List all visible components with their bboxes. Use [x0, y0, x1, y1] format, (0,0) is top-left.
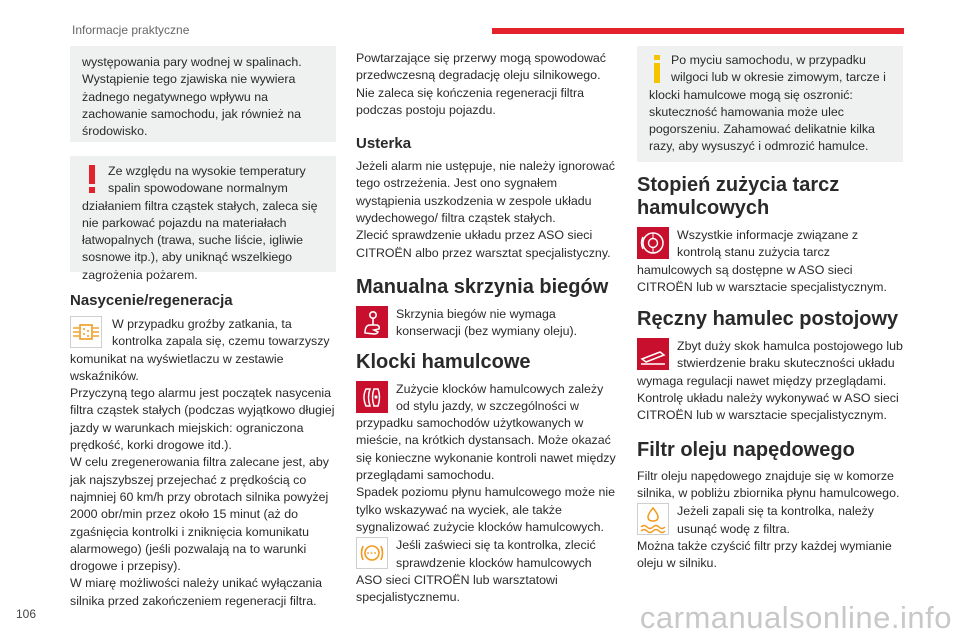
- saturation-para-2: Przyczyną tego alarmu jest początek nasycenia filtra cząstek stałych (podczas wyjątkowo długiej jazdy w warunkach miejskich: ograniczona prędkość, korki drogowe itd.).: [70, 386, 335, 453]
- fault-para-1: Jeżeli alarm nie ustępuje, nie należy ignorować tego ostrzeżenia. Jest ono sygnałem wystąpienia uszkodzenia w zespole układu wydechowego/ filtra cząstek stałych.: [356, 159, 615, 226]
- heading-brake-pads: Klocki hamulcowe: [356, 350, 531, 373]
- filter-para-2: Jeżeli zapali się ta kontrolka, należy usunąć wodę z filtra.: [677, 504, 874, 536]
- brake-disc-icon: [637, 227, 673, 259]
- column-3: [637, 46, 903, 572]
- gearbox-text: Skrzynia biegów nie wymaga konserwacji (bez wymiany oleju).: [396, 306, 578, 339]
- heading-diesel-filter: Filtr oleju napędowego: [637, 438, 855, 461]
- heading-gearbox: Manualna skrzynia biegów: [356, 275, 609, 298]
- gearbox-hand-icon: [356, 306, 392, 338]
- watermark: carmanualsonline.info: [639, 600, 952, 635]
- column-2: [356, 46, 618, 606]
- fault-para-2: Zlecić sprawdzenie układu przez ASO sieci CITROËN albo przez warsztat specjalistyczny.: [356, 228, 611, 260]
- frost-text: Po myciu samochodu, w przypadku wilgoci lub w okresie zimowym, tarcze i klocki hamulcowe mogą się oszronić: skuteczność hamowania może ulec pogorszeniu. Zahamować delikatnie kilka razy, aby wysuszyć i odmrozić hamulce.: [649, 53, 886, 154]
- filter-para-1: Filtr oleju napędowego znajduje się w komorze silnika, w pobliżu zbiornika płynu hamulcowego.: [637, 468, 900, 500]
- saturation-para-3: W celu zregenerowania filtra zalecane jest, aby jak najszybszej przejechać z prędkością co najmniej 60 km/h przy obrotach silnika powyżej 2000 obr/min przez około 15 minut (aż do zgaśnięcia kontrolki i zniknięcia komunikatu alarmowego) (jeśli pozwalają na to warunki drogowe i przepisy).: [70, 455, 329, 574]
- warning-text: Ze względu na wysokie temperatury spalin spowodowane normalnym działaniem filtra cząstek stałych, zaleca się nie parkować pojazdu na materiałach łatwopalnych (trawa, suche liście, igliwie sosnowe itp.), aby uniknąć wszelkiego zagrożenia pożarem.: [82, 164, 318, 282]
- heading-handbrake: Ręczny hamulec postojowy: [637, 308, 899, 331]
- discs-text: Wszystkie informacje związane z kontrolą stanu zużycia tarcz hamulcowych są dostępne w ASO sieci CITROËN lub w warsztacie specjalistycznym.: [637, 228, 887, 294]
- heading-disc-wear: Stopień zużycia tarcz hamulcowych: [637, 174, 840, 219]
- warning-box-fire: [70, 156, 336, 282]
- box-text: występowania pary wodnej w spalinach. Wystąpienie tego zjawiska nie wywiera żadnego negatywnego wpływu na zachowanie samochodu, jak również na środowisko.: [82, 55, 302, 139]
- water-in-fuel-icon: [637, 503, 673, 535]
- filter-para-3: Można także czyścić filtr przy każdej wymianie oleju w silniku.: [637, 538, 892, 571]
- info-box-steam: [70, 46, 336, 142]
- heading-fault: Usterka: [356, 135, 412, 153]
- handbrake-para-2: Kontrolę układu należy wykonywać w ASO sieci CITROËN lub w warsztacie specjalistycznym.: [637, 391, 899, 423]
- pads-para-1: Zużycie klocków hamulcowych zależy od stylu jazdy, w szczególności w przypadku samochodów użytkowanych w mieście, na krótkich dystansach. Może okazać się konieczne wykonanie kontroli nawet między przeglądami samochodu.: [356, 381, 616, 483]
- pads-para-2: Spadek poziomu płynu hamulcowego może nie tylko wskazywać na wyciek, ale także sygnalizować zużycie klocków hamulcowych.: [356, 485, 615, 534]
- info-box-frost: [637, 46, 903, 162]
- header-accent-bar: [492, 28, 904, 34]
- particle-filter-warning-icon: [70, 316, 108, 348]
- pads-para-3: Jeśli zaświeci się ta kontrolka, zlecić sprawdzenie klocków hamulcowych ASO sieci CITROËN lub warsztatowi specjalistycznemu.: [356, 538, 596, 605]
- exclamation-icon: [82, 163, 104, 193]
- saturation-para-4: W miarę możliwości należy unikać wyłączania silnika przed zakończeniem regeneracji filtra.: [70, 576, 323, 608]
- interruption-para: Powtarzające się przerwy mogą spowodować przedwczesną degradację oleju silnikowego. Nie zaleca się kończenia regeneracji filtra podczas postoju pojazdu.: [356, 51, 606, 117]
- brake-pad-warning-icon: [356, 537, 392, 569]
- handbrake-lever-icon: [637, 338, 673, 370]
- page-number: 106: [16, 607, 37, 621]
- handbrake-para-1: Zbyt duży skok hamulca postojowego lub stwierdzenie braku skuteczności układu wymaga regulacji nawet między przeglądami.: [637, 339, 903, 388]
- running-header: Informacje praktyczne: [72, 23, 190, 37]
- brake-pad-icon: [356, 381, 392, 413]
- saturation-para-1: W przypadku groźby zatkania, ta kontrolka zapala się, czemu towarzyszy komunikat na wyświetlaczu w zestawie wskaźników.: [70, 317, 330, 383]
- heading-saturation: Nasycenie/regeneracja: [70, 292, 233, 309]
- info-icon: [649, 52, 667, 82]
- column-1: [70, 46, 336, 610]
